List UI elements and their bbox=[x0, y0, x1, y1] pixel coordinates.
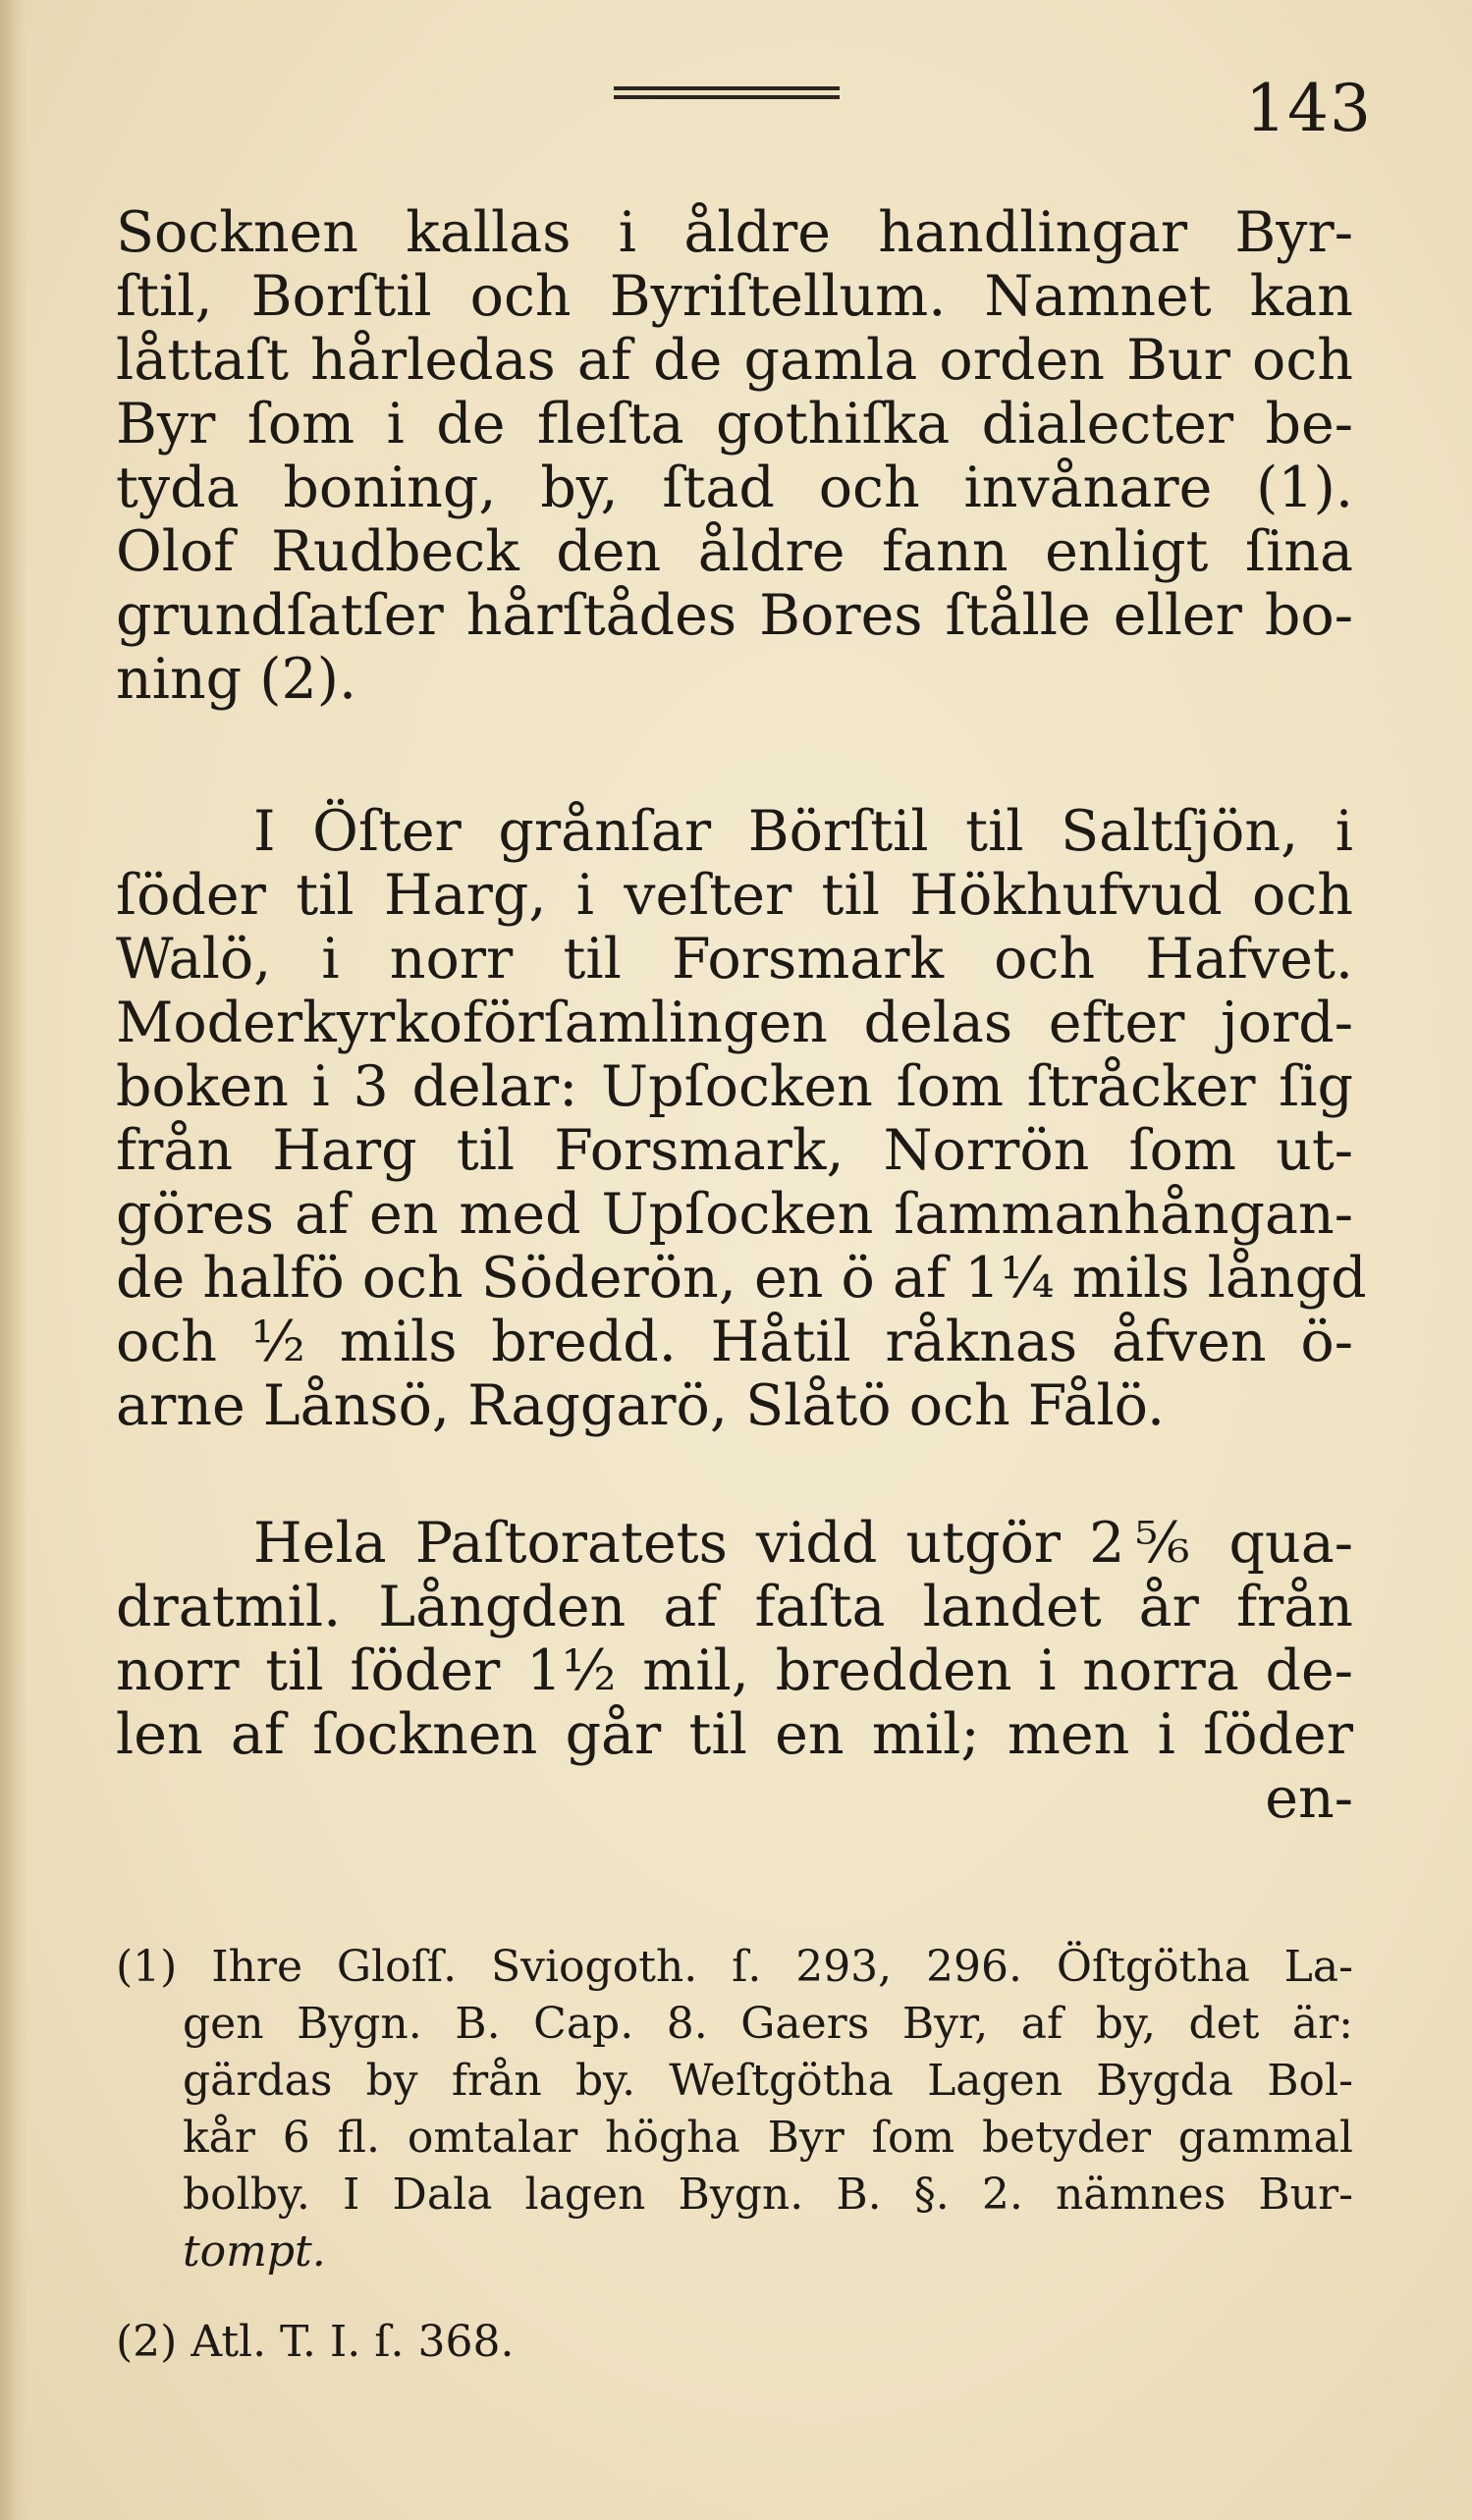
header-rule-ornament bbox=[614, 86, 840, 108]
text-line: låttaſt hårledas af de gamla orden Bur och bbox=[116, 328, 1353, 393]
paragraph-2 bbox=[116, 799, 1367, 1438]
text-line: Olof Rudbeck den åldre fann enligt ſina bbox=[116, 519, 1353, 584]
text-line: ning (2). bbox=[116, 647, 357, 712]
text-line: Byr ſom i de fleſta gothiſka dialecter be- bbox=[116, 392, 1353, 456]
paragraph-3 bbox=[116, 1512, 1353, 1831]
text-line: och ½ mils bredd. Håtil råknas åfven ö- bbox=[116, 1310, 1353, 1374]
text-line: len af ſocknen går til en mil; men i ſöder bbox=[116, 1702, 1353, 1767]
footnote-1-line: bolby. I Dala lagen Bygn. B. §. 2. nämnes Bur- bbox=[183, 2170, 1353, 2220]
footnote-1-line: kår 6 fl. omtalar högha Byr ſom betyder gammal bbox=[183, 2113, 1353, 2163]
page-gutter-shadow bbox=[0, 0, 27, 2520]
text-line: norr til ſöder 1½ mil, bredden i norra de- bbox=[116, 1638, 1353, 1703]
text-line: ſöder til Harg, i veſter til Hökhufvud och bbox=[116, 863, 1353, 928]
footnotes bbox=[116, 1939, 1353, 2371]
text-line: I Öſter grånſar Börſtil til Saltſjön, i bbox=[253, 799, 1353, 864]
text-line: arne Lånsö, Raggarö, Slåtö och Fålö. bbox=[116, 1373, 1166, 1438]
text-line: Moderkyrkoförſamlingen delas efter jord- bbox=[116, 991, 1353, 1055]
footnote-1-line: gen Bygn. B. Cap. 8. Gaers Byr, af by, det är: bbox=[183, 1999, 1353, 2049]
text-line: från Harg til Forsmark, Norrön ſom ut- bbox=[116, 1118, 1353, 1183]
page-number: 143 bbox=[1245, 71, 1372, 146]
text-line: grundſatſer hårſtådes Bores ſtålle eller bo- bbox=[116, 583, 1353, 648]
text-line: boken i 3 delar: Upſocken ſom ſtråcker ſig bbox=[116, 1054, 1353, 1119]
footnote-1-line: (1) Ihre Gloſſ. Sviogoth. ſ. 293, 296. Öſtgötha La- bbox=[116, 1942, 1353, 1992]
footnote-1-line: tompt. bbox=[183, 2226, 326, 2277]
text-line: tyda boning, by, ſtad och invånare (1). bbox=[116, 456, 1353, 520]
text-line: göres af en med Upſocken ſammanhångan- bbox=[116, 1182, 1353, 1247]
text-line: de halfö och Söderön, en ö af 1¼ mils långd bbox=[116, 1246, 1367, 1311]
text-line: Walö, i norr til Forsmark och Hafvet. bbox=[116, 927, 1353, 992]
paragraph-1 bbox=[116, 201, 1353, 712]
catchword: en- bbox=[1265, 1766, 1353, 1831]
text-line: ſtil, Borſtil och Byriſtellum. Namnet kan bbox=[116, 264, 1353, 329]
text-line: Hela Paſtoratets vidd utgör 2⅚ qua- bbox=[253, 1511, 1353, 1576]
text-line: Socknen kallas i åldre handlingar Byr- bbox=[116, 200, 1353, 265]
text-line: dratmil. Långden af faſta landet år från bbox=[116, 1575, 1353, 1639]
footnote-2: (2) Atl. T. I. ſ. 368. bbox=[116, 2317, 515, 2367]
footnote-1-line: gärdas by från by. Weſtgötha Lagen Bygda Bol- bbox=[183, 2056, 1353, 2106]
